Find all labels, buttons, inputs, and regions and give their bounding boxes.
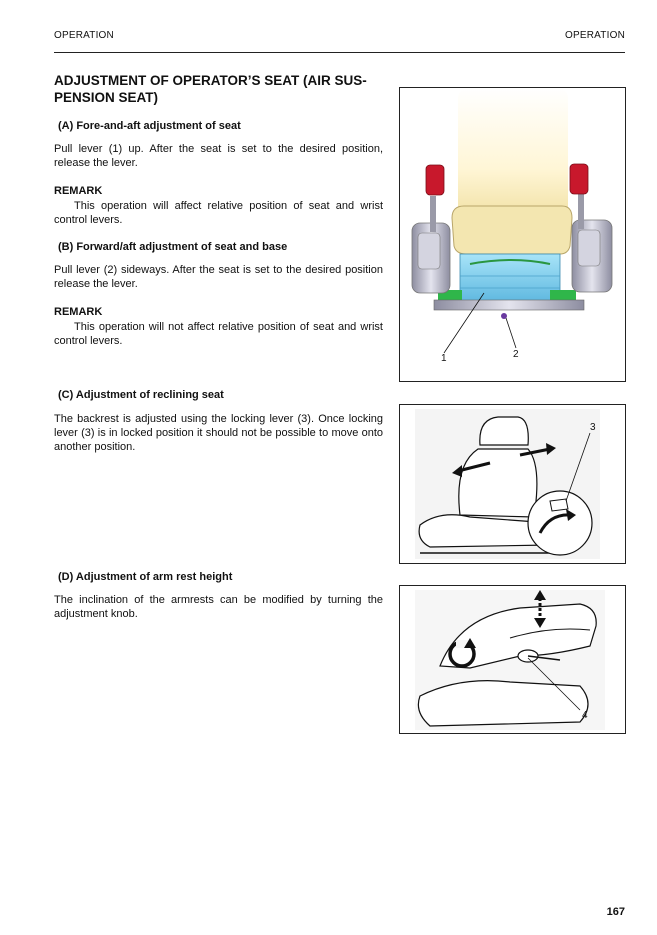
backrest (458, 88, 568, 223)
section-b-remark-text: This operation will not affect relative position of seat and wrist control levers. (54, 321, 383, 347)
section-a-heading: (A) Fore-and-aft adjustment of seat (58, 120, 241, 132)
figure-armrest-adjustment (399, 585, 626, 734)
section-b-remark-label: REMARK (54, 306, 103, 318)
section-c-heading: (C) Adjustment of reclining seat (58, 389, 224, 401)
section-d-text: The inclination of the armrests can be modified by turning the adjustment knob. (54, 594, 383, 620)
figure-reclining-seat (399, 404, 626, 564)
headrest (480, 417, 528, 445)
section-c-text: The backrest is adjusted using the locking lever (3). Once locking lever (3) is in locked position it should not be possible to move onto another position. (54, 413, 383, 453)
right-armrest (570, 164, 588, 194)
page-number: 167 (606, 906, 625, 918)
seat-base-frame (434, 300, 584, 310)
reclining-seat-illustration (400, 405, 625, 563)
left-armrest (426, 165, 444, 195)
header-right: OPERATION (565, 30, 625, 41)
seat-overview-illustration (400, 88, 625, 381)
callout-2: 2 (513, 349, 519, 360)
seat-cushion (452, 206, 572, 254)
seat-lower (418, 681, 588, 726)
seat-backrest (459, 449, 537, 517)
armrest-adjustment-illustration (400, 586, 625, 733)
figure-seat-overview (399, 87, 626, 382)
suspension-bellows (460, 254, 560, 302)
header-rule (54, 52, 625, 53)
section-a-remark-label: REMARK (54, 185, 103, 197)
callout-1: 1 (441, 353, 447, 364)
callout-4: 4 (582, 710, 588, 721)
callout-3: 3 (590, 422, 596, 433)
page-title: ADJUSTMENT OF OPERATOR’S SEAT (AIR SUS-PENSION SEAT) (54, 73, 367, 105)
section-b-text: Pull lever (2) sideways. After the seat is set to the desired position release the lever. (54, 264, 383, 290)
section-a-text: Pull lever (1) up. After the seat is set to the desired position, release the lever. (54, 143, 383, 169)
section-a-remark-text: This operation will affect relative position of seat and wrist control levers. (54, 200, 383, 226)
section-d-heading: (D) Adjustment of arm rest height (58, 571, 233, 583)
header-left: OPERATION (54, 30, 114, 41)
section-b-heading: (B) Forward/aft adjustment of seat and base (58, 241, 288, 253)
